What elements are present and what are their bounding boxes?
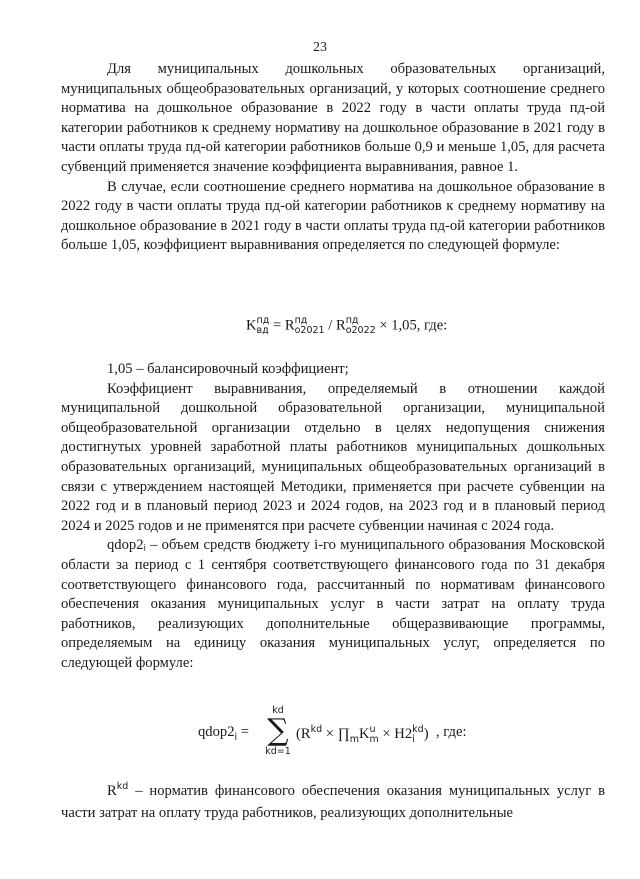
- formula-qdop2: $qdop2_i$ = kd ∑ kd=1 ($R^{kd}$ × $\prod_mK$ u m × H2 kd i ) , где:: [198, 705, 467, 757]
- paragraph-coefficient-application: Коэффициент выравнивания, определяемый в отношении каждой муниципальной дошкольной образовательной организации, муниципальной общеобразовательной организации отдельно в целях недопущения снижения достигнутых уровней заработной платы работников муниципальных дошкольных образовательных организаций, муниципальных общеобразовательных организаций в связи с утверждением настоящей Методики, применяется при расчете субвенции на 2022 год и в плановый период 2023 и 2024 годов, на 2023 год и в плановый период 2024 и 2025 годов и не применятся при расчете субвенции начиная с 2024 года.: [61, 380, 605, 534]
- summation-symbol: kd ∑ kd=1: [265, 705, 291, 757]
- paragraph-rkd-definition: $R^{kd}$ – норматив финансового обеспечения оказания муниципальных услуг в части затрат на оплату труда работников, реализующих дополнительные: [61, 781, 605, 821]
- paragraph-coefficient-case: В случае, если соотношение среднего норматива на дошкольное образование в 2022 году в части оплаты труда пд-ой категории работников к среднему нормативу на дошкольное образование в 2021 году в части оплаты труда пд-ой категории работников больше 1,05, коэффициент выравнивания определяется по следующей формуле:: [61, 178, 605, 254]
- paragraph-balancing-coefficient: 1,05 – балансировочный коэффициент;: [107, 361, 349, 377]
- paragraph-coefficient-equals-one: Для муниципальных дошкольных образовательных организаций, муниципальных общеобразовательных организаций, у которых соотношение среднего норматива на дошкольное образование в 2022 году в части оплаты труда пд-ой категории работников к среднему нормативу на дошкольное образование в 2021 году в части оплаты труда пд-ой категории работников больше 0,9 и меньше 1,05, для расчета субвенций применяется значение коэффициента выравнивания, равное 1.: [61, 61, 605, 175]
- document-body: [61, 60, 605, 256]
- page-number: 23: [313, 40, 327, 55]
- formula-alignment-coefficient: K пд вд = R пд о2021 / R пд о2022 × 1,05, где:: [246, 315, 448, 336]
- document-body-continued: [61, 360, 605, 674]
- paragraph-qdop2-definition: qdop2ᵢ – объем средств бюджету i-го муниципального образования Московской области за период с 1 сентября соответствующего финансового года по 31 декабря соответствующего финансового года, рассчитанный по нормативам финансового обеспечения оказания муниципальных услуг в части затрат на оплату труда работников, реализующих дополнительные общеразвивающие программы, определяемым на единицу оказания муниципальных услуг, определяется по следующей формуле:: [61, 537, 605, 671]
